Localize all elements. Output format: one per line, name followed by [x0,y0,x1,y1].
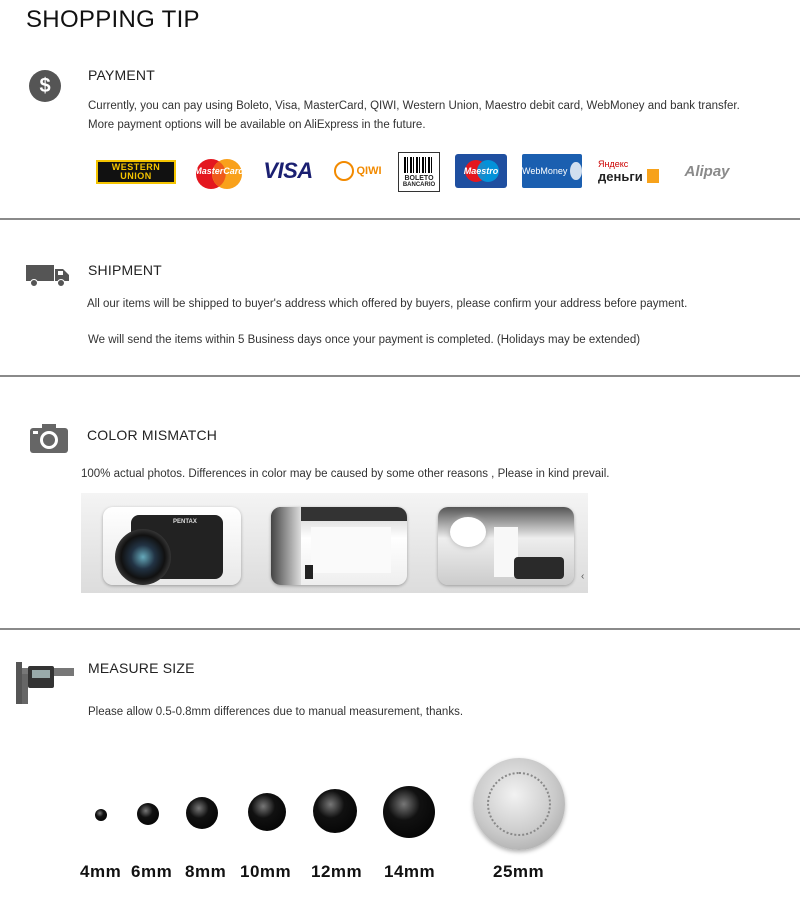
webmoney-label: WebMoney [522,166,568,176]
bead-10mm [248,793,286,831]
maestro-logo [455,154,507,188]
color-mismatch-title: COLOR MISMATCH [87,427,218,443]
mastercard-logo [193,156,245,192]
payment-title: PAYMENT [88,67,155,83]
webmoney-globe-icon [570,162,582,180]
payment-text-2: More payment options will be available on AliExpress in the future. [88,119,426,131]
divider [0,375,800,377]
yandex-word-1: Яндекс [598,158,629,169]
yandex-word-2: деньги [598,168,643,184]
studio-photo-1 [271,507,407,585]
bead-8mm [186,797,218,829]
size-label-10mm: 10mm [240,862,292,881]
size-label-14mm: 14mm [384,862,436,881]
boleto-word-1: BOLETO [404,174,434,182]
camera-icon [30,423,68,453]
qiwi-label: QIWI [356,165,382,177]
boleto-logo [398,152,440,192]
page-title: SHOPPING TIP [26,6,200,33]
size-label-8mm: 8mm [185,862,227,881]
size-label-6mm: 6mm [131,862,173,881]
size-label-25mm: 25mm [493,862,545,881]
size-label-12mm: 12mm [311,862,363,881]
color-mismatch-text: 100% actual photos. Differences in color may be caused by some other reasons , Please in kind prevail. [81,468,610,480]
bead-12mm [313,789,357,833]
shipment-text-1: All our items will be shipped to buyer's address which offered by buyers, please confirm your address before payment. [87,298,688,310]
bead-6mm [137,803,159,825]
camera-photo [103,507,241,585]
shipment-text-2: We will send the items within 5 Business days once your payment is completed. (Holidays may be extended) [88,334,641,346]
payment-text-1: Currently, you can pay using Boleto, Visa, MasterCard, QIWI, Western Union, Maestro debit card, WebMoney and bank transfer. [88,100,740,112]
studio-photo-2 [438,507,574,585]
mastercard-label: MasterCard [194,166,244,176]
yandex-money-logo [598,153,662,189]
maestro-label: Maestro [463,166,499,176]
scroll-arrow-icon[interactable]: ‹ [581,571,585,582]
caliper-icon [12,660,76,706]
alipay-logo: Alipay [684,162,730,180]
size-label-4mm: 4mm [80,862,122,881]
bead-4mm [95,809,107,821]
photo-strip [81,493,588,593]
truck-icon [26,263,70,287]
qiwi-logo [328,153,388,189]
dollar-icon: $ [29,70,61,102]
measure-size-title: MEASURE SIZE [88,660,195,676]
qiwi-circle-icon [334,161,354,181]
divider [0,218,800,220]
measure-size-text: Please allow 0.5-0.8mm differences due to manual measurement, thanks. [88,706,464,718]
boleto-word-2: BANCARIO [402,181,436,188]
divider [0,628,800,630]
bead-14mm [383,786,435,838]
western-union-logo [96,160,176,184]
webmoney-logo [522,154,582,188]
western-union-word-2: UNION [120,171,152,181]
wallet-icon [647,169,659,183]
western-union-word-1: WESTERN [111,162,161,172]
barcode-icon [404,157,434,173]
coin-icon [473,758,565,850]
shipment-title: SHIPMENT [88,262,162,278]
visa-logo: VISA [263,158,313,183]
camera-brand-label: PENTAX [173,519,197,525]
